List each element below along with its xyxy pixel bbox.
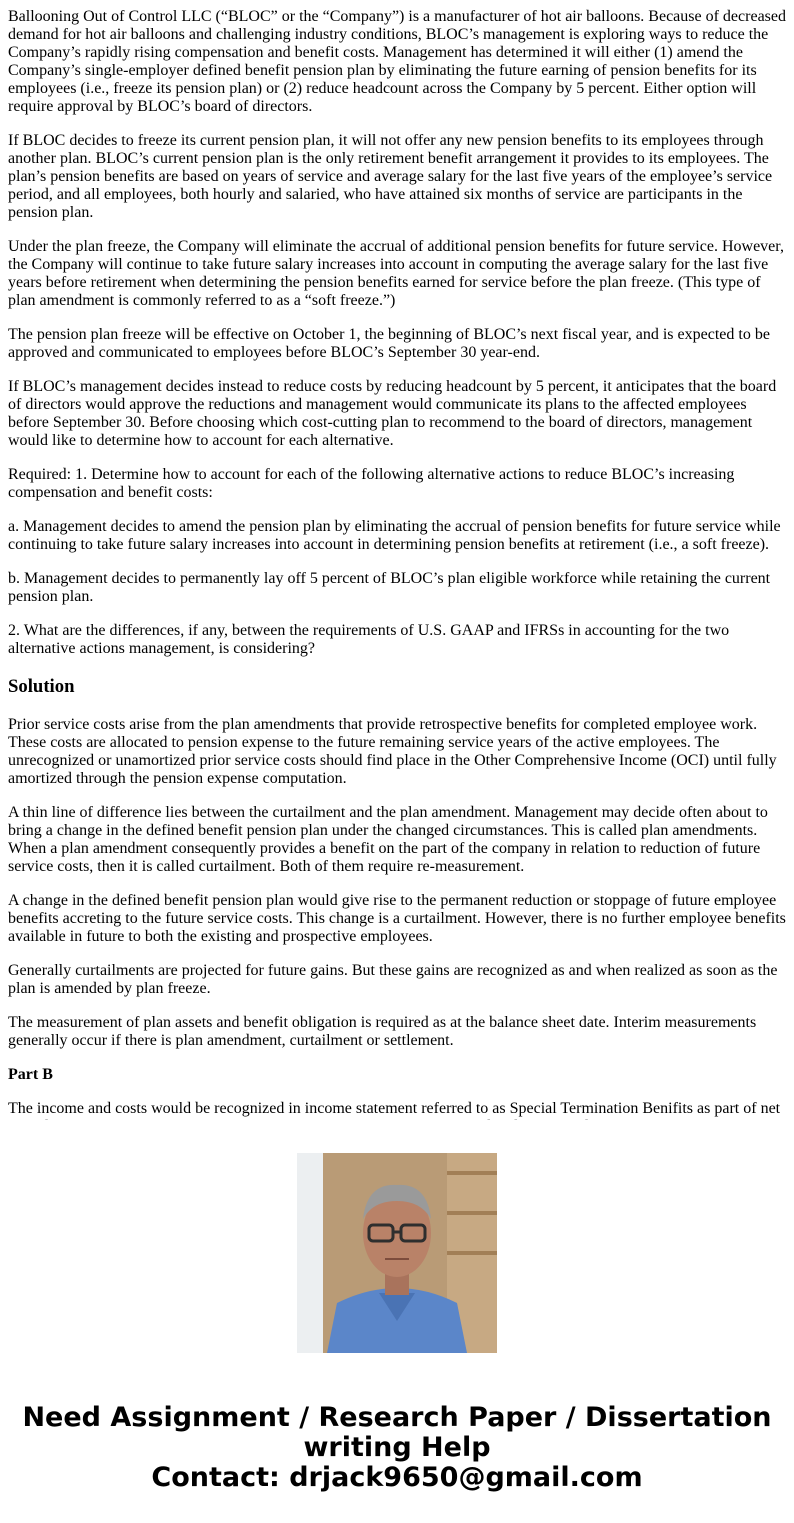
- solution-paragraph-1: Prior service costs arise from the plan amendments that provide retrospective benefits for completed employee work. These costs are allocated to pension expense to the future remaining service years of the active employees. The unrecognized or unamortized prior service costs should find place in the Other Comprehensive Income (OCI) until fully amortized through the pension expense computation.: [8, 716, 777, 787]
- solution-paragraph-4: Generally curtailments are projected for future gains. But these gains are recognized as and when realized as soon as the plan is amended by plan freeze.: [8, 962, 778, 997]
- solution-heading: Solution: [8, 676, 75, 697]
- question-item-2: 2. What are the differences, if any, between the requirements of U.S. GAAP and IFRSs in accounting for the two alternative actions management, is considering?: [8, 622, 730, 657]
- part-b-paragraph: The income and costs would be recognized in income statement referred to as Special Termination Benifits as part of net: [8, 1100, 781, 1117]
- part-b-heading: Part B: [8, 1066, 53, 1083]
- question-item-a: a. Management decides to amend the pension plan by eliminating the accrual of pension benefits for future service while continuing to take future salary increases into account in determining pension benefits at retirement (i.e., a soft freeze).: [8, 518, 781, 553]
- solution-paragraph-2: A thin line of difference lies between the curtailment and the plan amendment. Management may decide often about to bring a change in the defined benefit pension plan under the changed circumstances. This is called plan amendments. When a plan amendment consequently provides a benefit on the part of the company in relation to reduction of future service costs, then it is called curtailment. Both of them require re-measurement.: [8, 804, 768, 875]
- solution-paragraph-5: The measurement of plan assets and benefit obligation is required as at the balance sheet date. Interim measurements generally occur if there is plan amendment, curtailment or settlement.: [8, 1014, 757, 1049]
- promo-line-1: Need Assignment / Research Paper / Dissertation: [22, 1402, 772, 1433]
- question-required: Required: 1. Determine how to account for each of the following alternative actions to reduce BLOC’s increasing compensation and benefit costs:: [8, 466, 735, 501]
- question-paragraph-3: Under the plan freeze, the Company will eliminate the accrual of additional pension benefits for future service. However, the Company will continue to take future salary increases into account in computing the average salary for the last five years before retirement when determining the pension benefits earned for service before the plan freeze. (This type of plan amendment is commonly referred to as a “soft freeze.”): [8, 238, 784, 309]
- question-paragraph-1: Ballooning Out of Control LLC (“BLOC” or the “Company”) is a manufacturer of hot air balloons. Because of decreased demand for hot air balloons and challenging industry conditions, BLOC’s management is exploring ways to reduce the Company’s rapidly rising compensation and benefit costs. Management has determined it will either (1) amend the Company’s single-employer defined benefit pension plan by eliminating the future earning of pension benefits for its employees (i.e., freeze its pension plan) or (2) reduce headcount across the Company by 5 percent. Either option will require approval by BLOC’s board of directors.: [8, 8, 786, 115]
- question-item-b: b. Management decides to permanently lay off 5 percent of BLOC’s plan eligible workforce while retaining the current pension plan.: [8, 570, 771, 605]
- promo-contact-line: Contact: drjack9650@gmail.com: [151, 1462, 643, 1493]
- question-paragraph-2: If BLOC decides to freeze its current pension plan, it will not offer any new pension benefits to its employees through another plan. BLOC’s current pension plan is the only retirement benefit arrangement it provides to its employees. The plan’s pension benefits are based on years of service and average salary for the last five years of the employee’s service period, and all employees, both hourly and salaried, who have attained six months of service are participants in the pension plan.: [8, 132, 773, 221]
- promo-text: [0, 1403, 794, 1493]
- article-body: [8, 0, 788, 1120]
- question-paragraph-5: If BLOC’s management decides instead to reduce costs by reducing headcount by 5 percent, it anticipates that the board of directors would approve the reductions and management would communicate its plans to the affected employees before September 30. Before choosing which cost-cutting plan to recommend to the board of directors, management would like to determine how to account for each alternative.: [8, 378, 777, 449]
- solution-paragraph-3: A change in the defined benefit pension plan would give rise to the permanent reduction or stoppage of future employee benefits accreting to the future service costs. This change is a curtailment. However, there is no further employee benefits available in future to both the existing and prospective employees.: [8, 892, 786, 945]
- promo-line-2: writing Help: [303, 1432, 491, 1463]
- question-paragraph-4: The pension plan freeze will be effective on October 1, the beginning of BLOC’s next fiscal year, and is expected to be approved and communicated to employees before BLOC’s September 30 year-end.: [8, 326, 770, 361]
- person-photo-icon: [297, 1153, 497, 1353]
